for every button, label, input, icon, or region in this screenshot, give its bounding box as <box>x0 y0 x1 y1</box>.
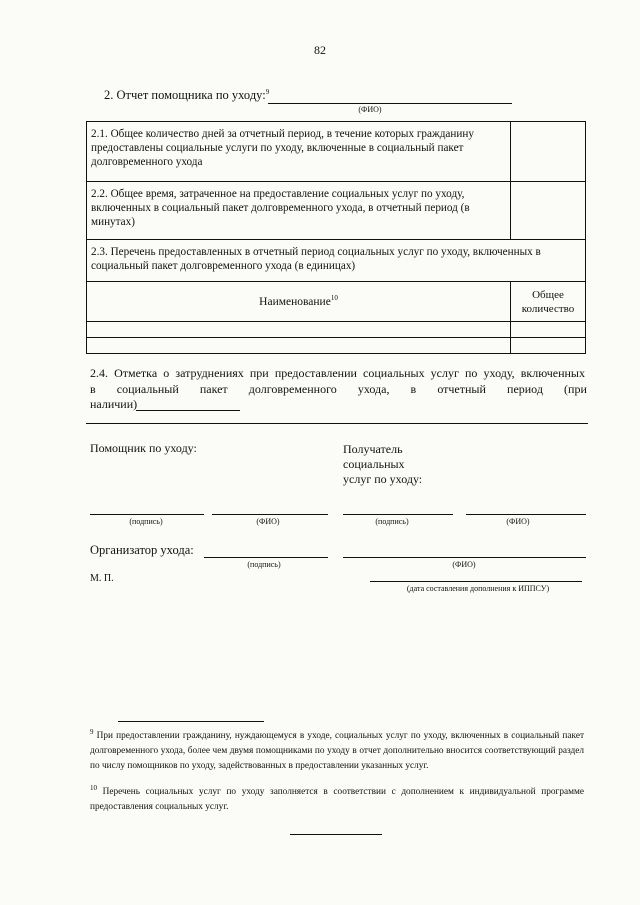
recipient-fio-signature-line[interactable] <box>466 514 586 515</box>
service-row-1-total[interactable] <box>511 322 586 338</box>
stamp-mark: М. П. <box>90 573 114 584</box>
col-total-text: Общее количество <box>521 288 575 315</box>
service-row-2-total[interactable] <box>511 338 586 354</box>
date-line[interactable] <box>370 581 582 582</box>
row-2-1-value[interactable] <box>511 122 586 182</box>
organizer-label: Организатор ухода: <box>90 543 194 557</box>
section2-title-text: 2. Отчет помощника по уходу: <box>104 88 266 102</box>
footnote-ref-9: 9 <box>265 87 270 96</box>
word-1: в <box>90 382 96 396</box>
word-9: (при <box>564 382 587 396</box>
row-2-3-label <box>87 240 586 282</box>
footnote-9-text: При предоставлении гражданину, нуждающемуся в уходе, социальных услуг по уходу, включенных в социальный пакет долговременного ухода, более чем двумя помощниками по уходу в отчет дополнительно вносится соответствующий раздел по числу помощников по уходу, задействованных в предоставлении указанных услуг. <box>90 731 585 771</box>
service-row-2-name[interactable] <box>87 338 511 354</box>
row-2-1-label <box>87 122 511 182</box>
recipient-fio-caption: (ФИО) <box>506 517 530 526</box>
assistant-fio-line[interactable] <box>268 103 512 104</box>
footnote-10 <box>90 785 584 815</box>
word-3: пакет <box>199 382 228 396</box>
col-header-total <box>511 282 586 322</box>
organizer-fio-line[interactable] <box>343 557 586 558</box>
row-2-3-text: 2.3. Перечень предоставленных в отчетный период социальных услуг по уходу, включенных в социальный пакет долговременного ухода (в единицах) <box>91 246 541 272</box>
section24-line3: наличии) <box>90 397 138 411</box>
recipient-label: Получатель социальных услуг по уходу: <box>343 442 423 486</box>
word-6: в <box>410 382 417 396</box>
recipient-signature-line[interactable] <box>343 514 453 515</box>
service-row-1-name[interactable] <box>87 322 511 338</box>
report-table <box>86 121 586 354</box>
footnote-separator <box>118 721 264 722</box>
footnote-ref-10: 10 <box>330 293 338 302</box>
word-5: ухода, <box>357 382 390 396</box>
word-2: социальный <box>116 382 179 396</box>
col-name-text: Наименование <box>259 295 331 308</box>
fio-caption: (ФИО) <box>358 105 382 114</box>
assistant-fio-signature-line[interactable] <box>212 514 328 515</box>
page-number: 82 <box>314 43 326 57</box>
footnote-10-text: Перечень социальных услуг по уходу заполняется в соответствии с дополнением к индивидуальной программе предоставления социальных услуг. <box>90 787 584 812</box>
section2-title <box>104 89 269 102</box>
word-7: отчетный <box>437 382 486 396</box>
footnote-9-mark: 9 <box>90 727 94 736</box>
footnote-9 <box>90 729 584 774</box>
assistant-podpis-caption: (подпись) <box>129 517 163 526</box>
assistant-label: Помощник по уходу: <box>90 441 197 455</box>
row-2-1-text: 2.1. Общее количество дней за отчетный период, в течение которых гражданину предоставлены социальные услуги по уходу, включенные в социальный пакет долговременного ухода <box>91 128 474 168</box>
organizer-signature-line[interactable] <box>204 557 328 558</box>
row-2-2-label <box>87 182 511 240</box>
difficulties-full-line[interactable] <box>86 423 588 424</box>
organizer-podpis-caption: (подпись) <box>247 560 281 569</box>
organizer-fio-caption: (ФИО) <box>452 560 476 569</box>
footnote-10-mark: 10 <box>90 783 97 792</box>
recipient-podpis-caption: (подпись) <box>375 517 409 526</box>
col-header-name <box>87 282 511 322</box>
section24-line2 <box>90 382 587 396</box>
date-caption: (дата составления дополнения к ИППСУ) <box>406 584 550 593</box>
assistant-fio-caption: (ФИО) <box>256 517 280 526</box>
end-rule <box>290 834 382 835</box>
section24-line1: 2.4. Отметка о затруднениях при предоставлении социальных услуг по уходу, включенных <box>90 366 585 380</box>
difficulties-field[interactable] <box>136 410 240 411</box>
row-2-2-text: 2.2. Общее время, затраченное на предоставление социальных услуг по уходу, включенных в социальный пакет долговременного ухода, в отчетный период (в минутах) <box>91 188 470 228</box>
assistant-signature-line[interactable] <box>90 514 204 515</box>
word-4: долговременного <box>248 382 337 396</box>
word-8: период <box>507 382 543 396</box>
row-2-2-value[interactable] <box>511 182 586 240</box>
